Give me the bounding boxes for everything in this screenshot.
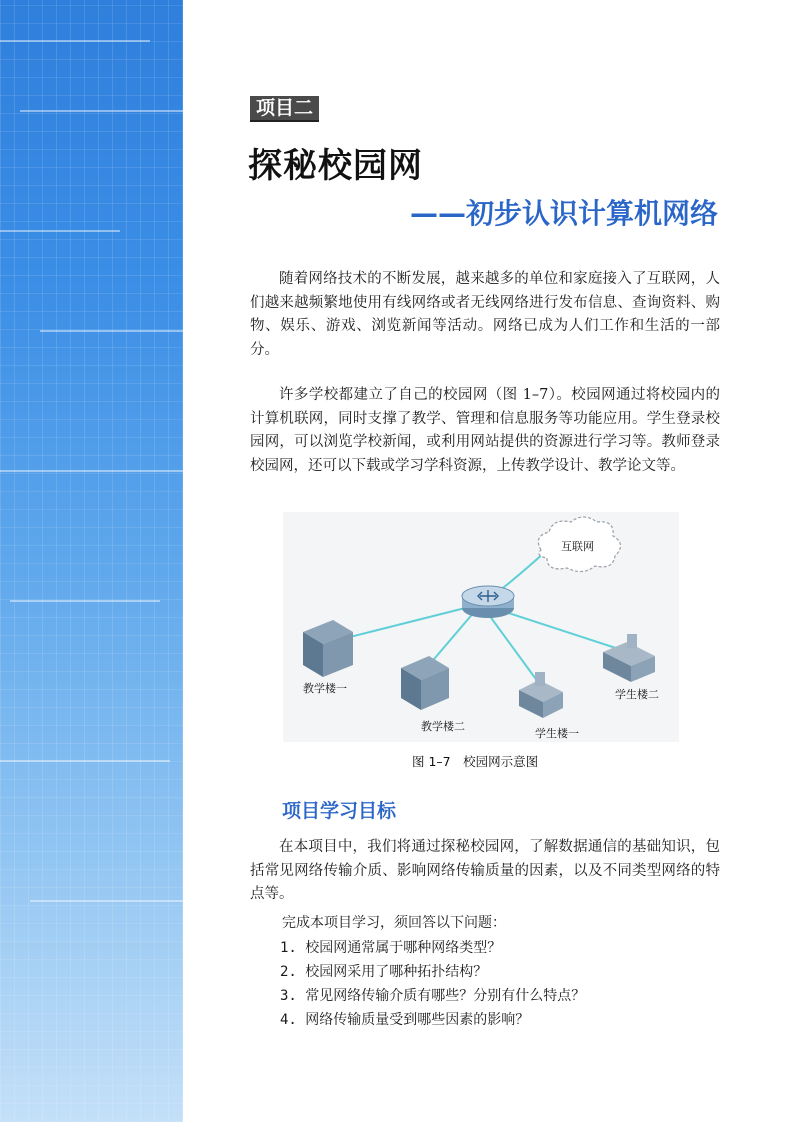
question-item: 4. 网络传输质量受到哪些因素的影响？ [280, 1012, 530, 1028]
page-subtitle: ——初步认识计算机网络 [410, 197, 719, 230]
side-streak [0, 470, 183, 472]
questions-list [280, 936, 585, 1032]
side-streak [0, 40, 150, 42]
side-streak [40, 330, 183, 332]
side-streak [0, 230, 120, 232]
question-item: 3. 常见网络传输介质有哪些？分别有什么特点？ [280, 988, 586, 1004]
project-badge: 项目二 [250, 96, 319, 122]
figure-caption: 图 1–7 校园网示意图 [412, 754, 539, 769]
side-streak [20, 110, 183, 112]
section-paragraph: 在本项目中，我们将通过探秘校园网，了解数据通信的基础知识，包括常见网络传输介质、影响网络传输质量的因素，以及不同类型网络的特点等。 [250, 839, 720, 902]
network-diagram [283, 512, 679, 742]
node-label-student-1: 学生楼一 [535, 727, 579, 740]
section-title: 项目学习目标 [282, 800, 397, 822]
intro-paragraph-1: 随着网络技术的不断发展，越来越多的单位和家庭接入了互联网，人们越来越频繁地使用有线网络或者无线网络进行发布信息、查询资料、购物、娱乐、游戏、浏览新闻等活动。网络已成为人们工作和生活的一部分。 [250, 271, 720, 358]
intro-paragraph-2: 许多学校都建立了自己的校园网（图 1–7）。校园网通过将校园内的计算机联网，同时支撑了教学、管理和信息服务等功能应用。学生登录校园网，可以浏览学校新闻，或利用网站提供的资源进行学习等。教师登录校园网，还可以下载或学习学科资源，上传教学设计、教学论文等。 [250, 387, 720, 474]
question-item: 1. 校园网通常属于哪种网络类型？ [280, 940, 502, 956]
question-item: 2. 校园网采用了哪种拓扑结构？ [280, 964, 488, 980]
node-label-student-2: 学生楼二 [615, 688, 659, 701]
node-label-teaching-1: 教学楼一 [303, 682, 347, 695]
side-grid-pattern [0, 0, 183, 1122]
side-streak [10, 600, 160, 602]
building-icon [303, 620, 353, 677]
internet-label: 互联网 [561, 540, 594, 553]
side-streak [30, 900, 183, 902]
side-streak [0, 760, 170, 762]
building-icon [401, 656, 449, 710]
link-line [498, 552, 545, 592]
side-decoration-band [0, 0, 183, 1122]
campus-network-figure [283, 512, 679, 742]
page-title: 探秘校园网 [248, 146, 423, 186]
dormitory-icon [603, 634, 655, 682]
router-icon [462, 586, 514, 618]
dormitory-icon [519, 672, 563, 718]
questions-intro: 完成本项目学习，须回答以下问题： [282, 915, 506, 931]
link-line [338, 604, 481, 640]
node-label-teaching-2: 教学楼二 [421, 720, 465, 733]
